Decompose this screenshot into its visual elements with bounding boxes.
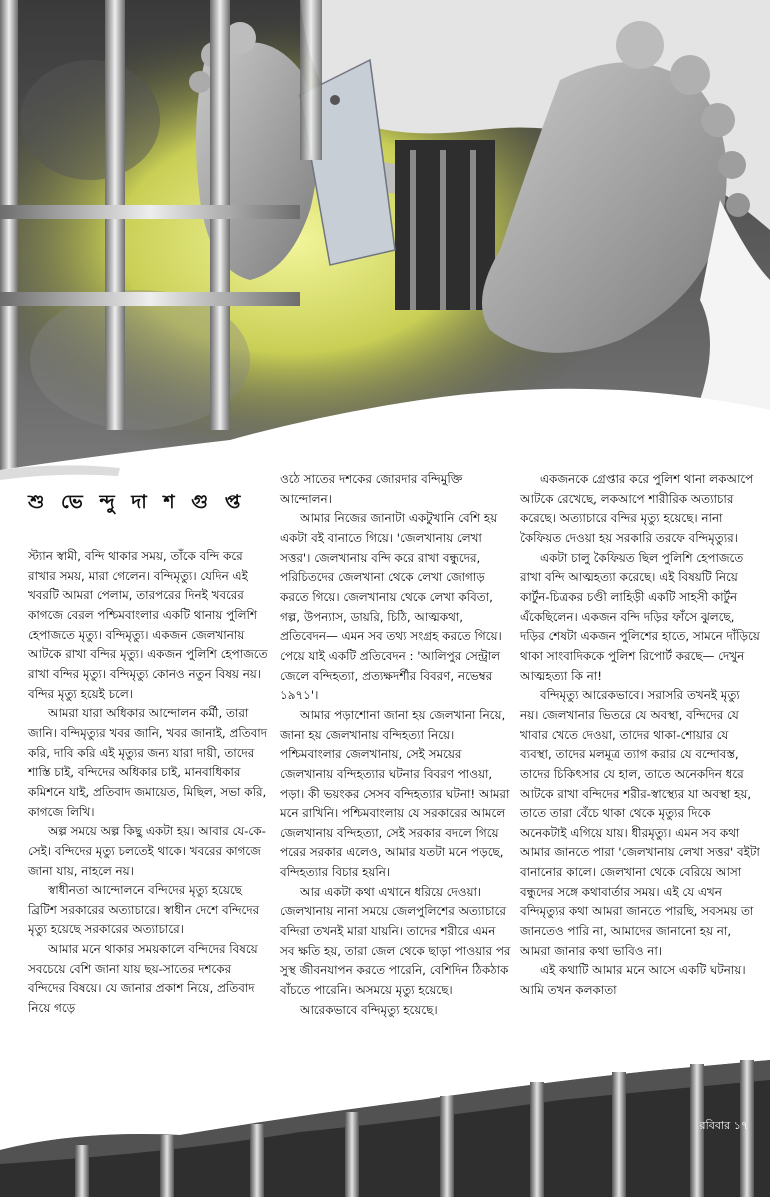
paragraph: আমরা যারা অধিকার আন্দোলন কর্মী, তারা জানি। বন্দিমৃত্যুর খবর জানি, খবর জানাই, প্রতিবাদ করি, দাবি করি এই মৃত্যুর জন্য যারা দায়ী, তাদের শাস্তি চাই, বন্দিদের অধিকার চাই, মানবাধিকার কমিশনে যাই, প্রতিবাদ জমায়েত, মিছিল, সভা করি, কাগজে লিখি। (28, 706, 267, 819)
paragraph: আরেকভাবে বন্দিমৃত্যু হয়েছে। (300, 1002, 438, 1017)
paragraph: আর একটা কথা এখানে ধরিয়ে দেওয়া। জেলখানায় নানা সময়ে জেলপুলিশের অত্যাচারে বন্দিরা তখনই মারা যায়নি। তাদের শরীরে এমন সব ক্ষতি হয়, তারা জেল থেকে ছাড়া পাওয়ার পর সুস্থ জীবনযাপন করতে পারেনি, বেশিদিন ঠিকঠাক বাঁচতে পারেনি। অসময়ে মৃত্যু হয়েছে। (280, 884, 511, 998)
paragraph: এই কথাটি আমার মনে আসে একটি ঘটনায়। আমি তখন কলকাতা (520, 963, 746, 998)
article-column-3 (520, 470, 760, 1001)
hero-illustration (0, 0, 770, 500)
paragraph: ওঠে সাতের দশকের জোরদার বন্দিমুক্তি আন্দোলন। (280, 472, 463, 506)
paragraph: আমার মনে থাকার সময়কালে বন্দিদের বিষয়ে সবচেয়ে বেশি জানা যায় ছয়-সাতের দশকের বন্দিদের বিষয়ে। যে জানার প্রকাশ নিয়ে, প্রতিবাদ নিয়ে গড়ে (28, 942, 258, 1016)
paragraph: স্ট্যান স্বামী, বন্দি থাকার সময়, তাঁকে বন্দি করে রাখার সময়, মারা গেলেন। বন্দিমৃত্যু। যেদিন এই খবরটি আমরা পেলাম, তারপরের দিনই খবরের কাগজে বেরল পশ্চিমবাংলার একটি থানায় পুলিশি হেপাজতে মৃত্যু। বন্দিমৃত্যু। একজন জেলখানায় আটকে রাখা বন্দির মৃত্যু। একজন পুলিশি হেপাজতে রাখা বন্দির মৃত্যু। বন্দিমৃত্যু কোনও নতুন বিষয় নয়। বন্দির মৃত্যু হয়েই চলে। (28, 549, 268, 701)
paragraph: বন্দিমৃত্যু আরেকভাবে। সরাসরি তখনই মৃত্যু নয়। জেলখানার ভিতরে যে অবস্থা, বন্দিদের যে খাবার খেতে দেওয়া, তাদের থাকা-শোয়ার যে ব্যবস্থা, তাদের মলমূত্র ত্যাগ করার যে বন্দোবস্ত, তাদের চিকিৎসার যে হাল, তাতে অনেকদিন ধরে আটকে রাখা বন্দিদের শরীর-স্বাস্থ্যের যা অবস্থা হয়, তাতে তারা বেঁচে থাকা থেকে মৃত্যুর দিকে অনেকটাই এগিয়ে যায়। ধীরমৃত্যু। এমন সব কথা আমার জানতে পারা 'জেলখানায় লেখা সত্তর' বইটা বানানোর কালে। জেলখানা থেকে বেরিয়ে আসা বন্ধুদের সঙ্গে কথাবার্তার সময়। এই যে এখন বন্দিমৃত্যুর কথা আমরা জানতে পারছি, সবসময় তা জানতেও পারি না, আমাদের জানানো হয় না, আমরা জানার কথা ভাবিও না। (520, 688, 760, 958)
paragraph: আমার পড়াশোনা জানা হয় জেলখানা নিয়ে, জানা হয় জেলখানায় বন্দিহত্যা নিয়ে। পশ্চিমবাংলার জেলখানায়, সেই সময়ের জেলখানায় বন্দিহত্যার ঘটনার বিবরণ পাওয়া, পড়া। কী ভয়ংকর সেসব বন্দিহত্যার ঘটনা! আমরা মনে রাখিনি। পশ্চিমবাংলায় যে সরকারের আমলে জেলখানায় বন্দিহত্যা, সেই সরকার বদলে গিয়ে পরের সরকার এলেও, আমার যতটা মনে পড়ছে, বন্দিহত্যার বিচার হয়নি। (280, 707, 510, 880)
paragraph: স্বাধীনতা আন্দোলনে বন্দিদের মৃত্যু হয়েছে ব্রিটিশ সরকারের অত্যাচারে। স্বাধীন দেশে বন্দিদের মৃত্যু হয়েছে সরকারের অত্যাচারে। (28, 883, 260, 937)
article-column-2 (280, 470, 512, 1020)
article-column-1 (28, 547, 268, 1019)
page-folio: রবিবার ১৭ (699, 1119, 748, 1132)
author-byline: শু ভে ন্দু দা শ গু প্ত (28, 491, 246, 513)
paragraph: একজনকে গ্রেপ্তার করে পুলিশ থানা লকআপে আটকে রেখেছে, লকআপে শারীরিক অত্যাচার করেছে। অত্যাচারে বন্দির মৃত্যু হয়েছে। নানা কৈফিয়ত দেওয়া হয় সরকারি তরফে বন্দিমৃত্যুর। (520, 472, 754, 545)
paragraph: অল্প সময়ে অল্প কিছু একটা হয়। আবার যে-কে-সেই। বন্দিদের মৃত্যু চলতেই থাকে। খবরের কাগজে জানা যায়, নাহলে নয়। (28, 824, 266, 878)
bottom-bars-illustration (0, 1060, 770, 1197)
paragraph: আমার নিজের জানাটা একটুখানি বেশি হয় একটা বই বানাতে গিয়ে। 'জেলখানায় লেখা সত্তর'। জেলখানায় বন্দি করে রাখা বন্ধুদের, পরিচিতদের জেলখানা থেকে লেখা জোগাড় করতে গিয়ে। জেলখানায় থেকে লেখা কবিতা, গল্প, উপন্যাস, ডায়রি, চিঠি, আত্মকথা, প্রতিবেদন— এমন সব তথ্য সংগ্রহ করতে গিয়ে। পেয়ে যাই একটি প্রতিবেদন : 'আলিপুর সেন্ট্রাল জেলে বন্দিহত্যা, প্রত্যক্ষদর্শীর বিবরণ, নভেম্বর ১৯৭১'। (280, 511, 502, 703)
paragraph: একটা চালু কৈফিয়ত ছিল পুলিশি হেপাজতে রাখা বন্দি আত্মহত্যা করেছে। এই বিষয়টি নিয়ে কার্টুন-চিত্রকর চণ্ডী লাহিড়ী একটি সাহসী কার্টুন এঁকেছিলেন। একজন বন্দি দড়ির ফাঁসে ঝুলছে, দড়ির শেষটা একজন পুলিশের হাতে, সামনে দাঁড়িয়ে থাকা সাংবাদিককে পুলিশ রিপোর্ট করছে— দেখুন আত্মহত্যা কি না! (520, 550, 760, 683)
